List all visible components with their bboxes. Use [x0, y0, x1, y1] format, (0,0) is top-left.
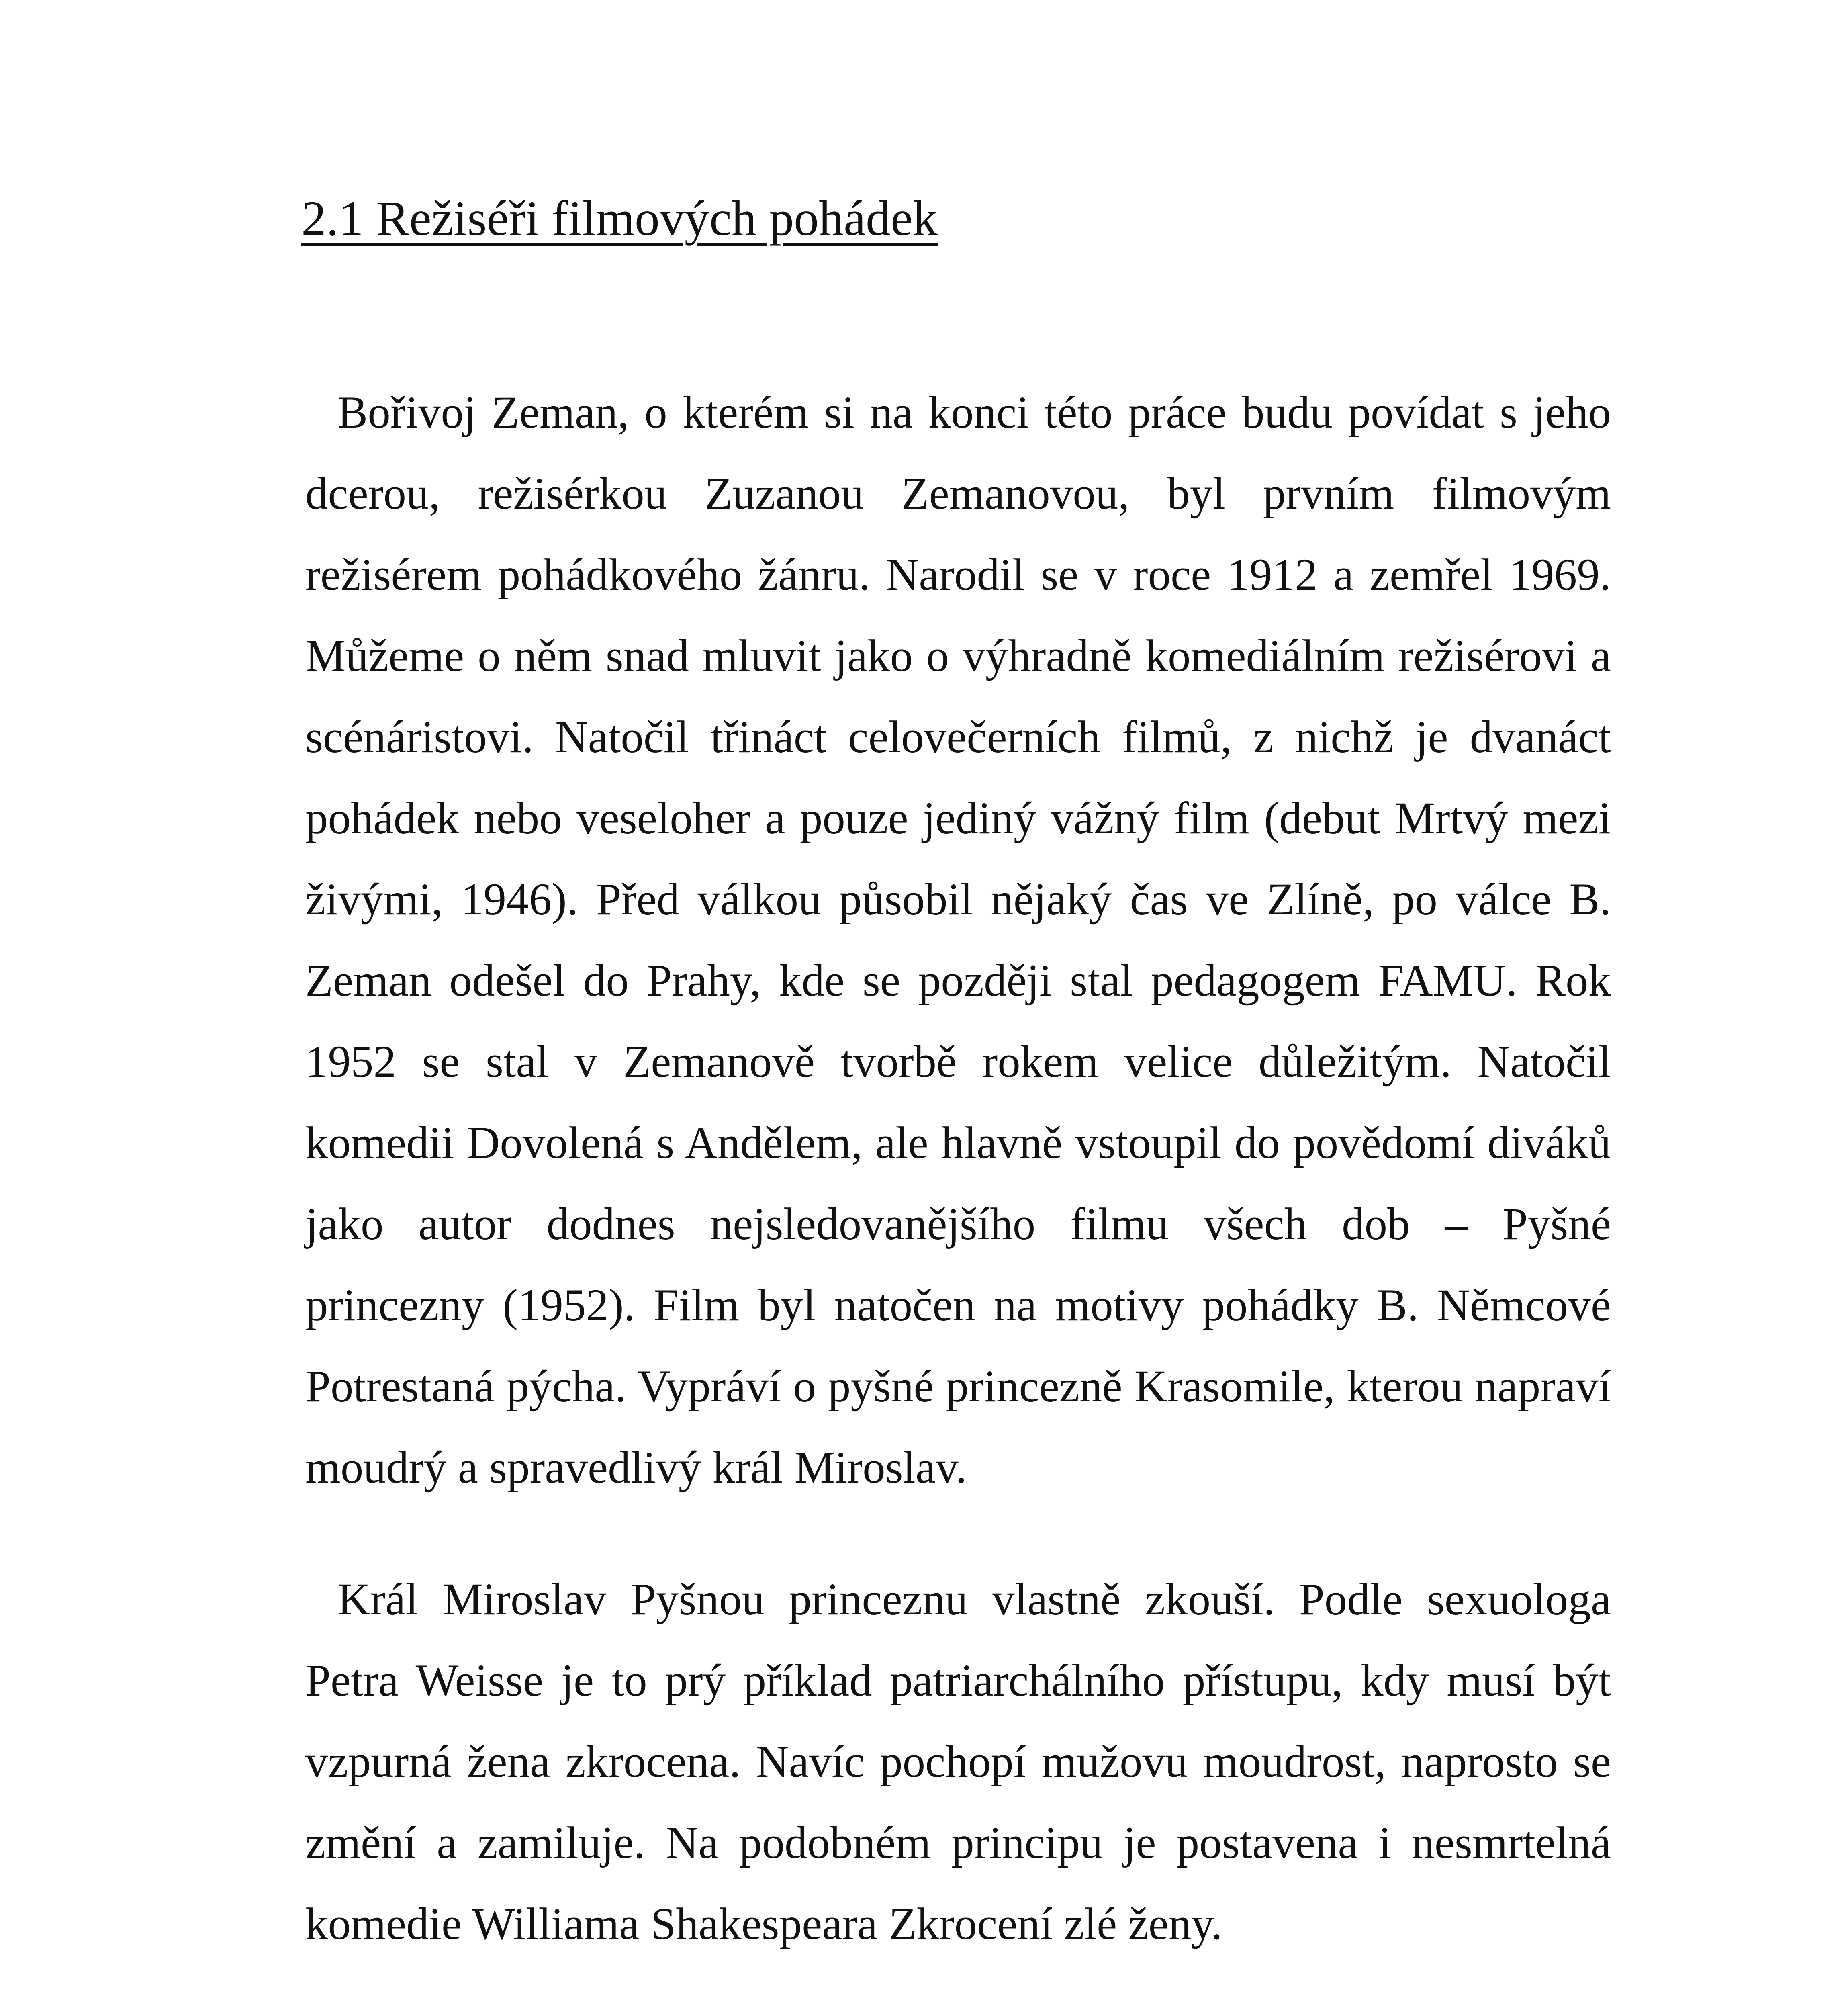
- paragraph-kral-miroslav: Král Miroslav Pyšnou princeznu vlastně zkouší. Podle sexuologa Petra Weisse je to prý příklad patriarchálního přístupu, kdy musí být vzpurná žena zkrocena. Navíc pochopí mužovu moudrost, naprosto se změní a zamiluje. Na podobném principu je postavena i nesmrtelná komedie Williama Shakespeara Zkrocení zlé ženy.: [305, 1574, 1611, 1949]
- section-heading: 2.1 Režiséři filmových pohádek: [301, 191, 938, 246]
- paragraph-bořivoj-zeman: Bořivoj Zeman, o kterém si na konci této práce budu povídat s jeho dcerou, režisérkou Zuzanou Zemanovou, byl prvním filmovým režisérem pohádkového žánru. Narodil se v roce 1912 a zemřel 1969. Můžeme o něm snad mluvit jako o výhradně komediálním režisérovi a scénáristovi. Natočil třináct celovečerních filmů, z nichž je dvanáct pohádek nebo veseloher a pouze jediný vážný film (debut Mrtvý mezi živými, 1946). Před válkou působil nějaký čas ve Zlíně, po válce B. Zeman odešel do Prahy, kde se později stal pedagogem FAMU. Rok 1952 se stal v Zemanově tvorbě rokem velice důležitým. Natočil komedii Dovolená s Andělem, ale hlavně vstoupil do povědomí diváků jako autor dodnes nejsledovanějšího filmu všech dob – Pyšné princezny (1952). Film byl natočen na motivy pohádky B. Němcové Potrestaná pýcha. Vypráví o pyšné princezně Krasomile, kterou napraví moudrý a spravedlivý král Miroslav.: [305, 387, 1611, 1493]
